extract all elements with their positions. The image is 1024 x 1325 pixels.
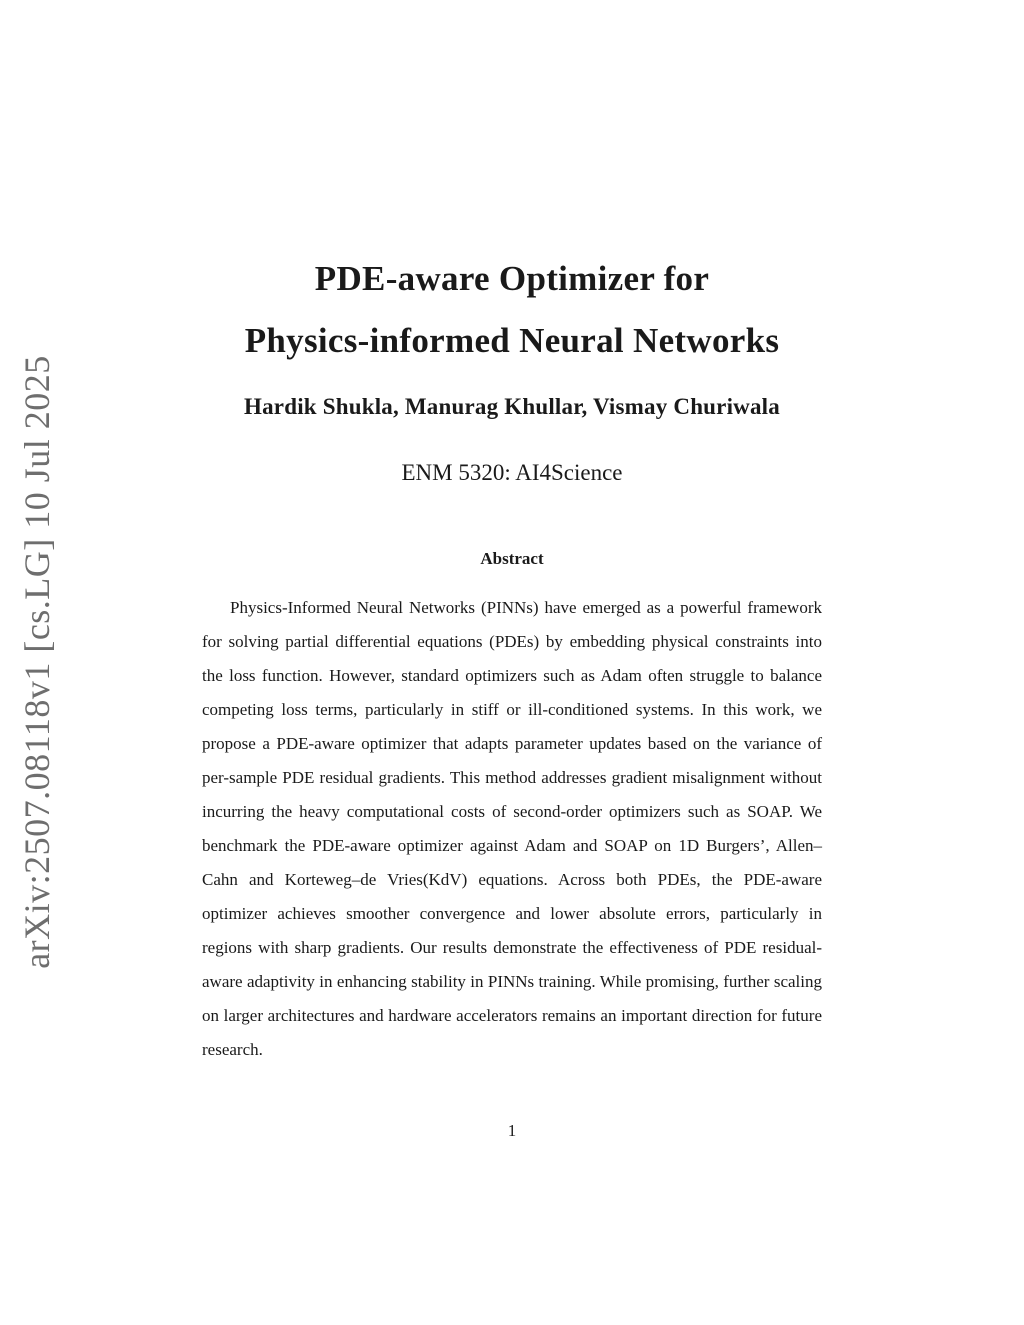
title-line-2: Physics-informed Neural Networks: [244, 321, 780, 360]
page-number: 1: [507, 1121, 517, 1140]
abstract-paragraph: Physics-Informed Neural Networks (PINNs) have emerged as a powerful framework for solving partial differential equations (PDEs) by embedding physical constraints into the loss function. However, standard optimizers such as Adam often struggle to balance competing loss terms, particularly in stiff or ill-conditioned systems. In this work, we propose a PDE-aware optimizer that adapts parameter updates based on the variance of per-sample PDE residual gradients. This method addresses gradient misalignment without incurring the heavy computational costs of second-order optimizers such as SOAP. We benchmark the PDE-aware optimizer against Adam and SOAP on 1D Burgers’, Allen–Cahn and Korteweg–de Vries(KdV) equations. Across both PDEs, the PDE-aware optimizer achieves smoother convergence and lower absolute errors, particularly in regions with sharp gradients. Our results demonstrate the effectiveness of PDE residual-aware adaptivity in enhancing stability in PINNs training. While promising, further scaling on larger architectures and hardware accelerators remains an important direction for future research.: [202, 598, 822, 1059]
abstract-heading: Abstract: [480, 549, 544, 568]
arxiv-identifier-stamp: arXiv:2507.08118v1 [cs.LG] 10 Jul 2025: [17, 355, 57, 969]
author-list: Hardik Shukla, Manurag Khullar, Vismay Churiwala: [244, 394, 780, 419]
title-line-1: PDE-aware Optimizer for: [314, 259, 710, 298]
paper-title: [0, 248, 1024, 372]
course-affiliation: ENM 5320: AI4Science: [401, 460, 623, 485]
abstract-body: [202, 591, 822, 1067]
